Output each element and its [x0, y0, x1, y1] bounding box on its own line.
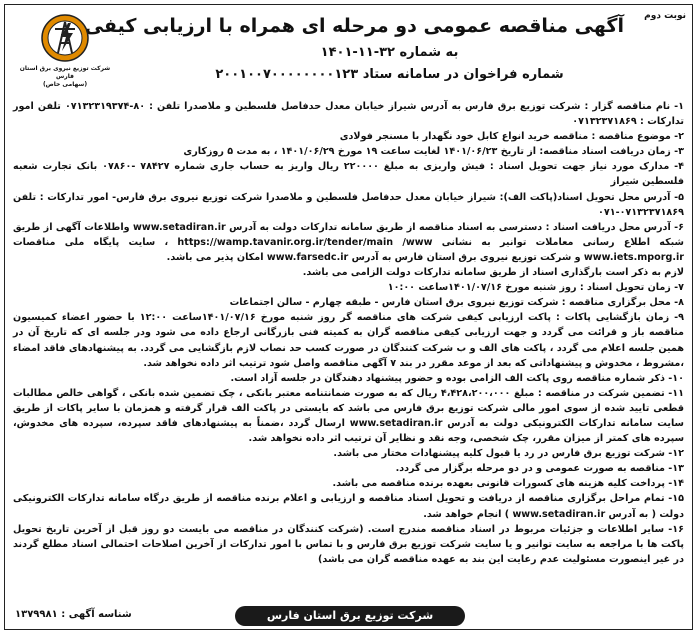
clause-6: ۶- آدرس محل دریافت اسناد : دسترسی به اسناد مناقصه از طریق سامانه تدارکات دولت به آدرس www.setadiran.ir واطلاعات آگهی از طریق شبکه اطلاع رسانی معاملات توانیر به نشانی https://wamp.tavanir.org.ir/tender/main /www ، سایت پایگاه ملی مناقصات www.iets.mporg.ir و شرکت توزیع نیروی برق استان فارس به آدرس www.farsedc.ir امکان پذیر می باشد. — [13, 221, 684, 263]
header — [5, 5, 694, 97]
clause-3: ۳- زمان دریافت اسناد مناقصه: از تاریخ ۱۴۰۱/۰۶/۲۳ لغایت ساعت ۱۹ مورخ ۱۴۰۱/۰۶/۲۹ ، به مدت ۵ روزکاری — [183, 146, 684, 158]
clause-16: ۱۶- سایر اطلاعات و جزئیات مربوط در اسناد مناقصه مندرج است. (شرکت کنندگان در مناقصه می بایست دو روز قبل از آخرین تاریخ تحویل پاکت ها با مراجعه به سایت توانیر و یا سایت شرکت توزیع برق فارس و با تماس با امور تدارکات از آخرین اصلاحات احتمالی اسناد مطلع گردند در غیر اینصورت مسئولیت عدم رعایت این بند به عهده مناقصه گران می باشد) — [13, 523, 684, 565]
advertisement-frame — [4, 4, 693, 630]
footer — [5, 606, 692, 628]
clause-13: ۱۳- مناقصه به صورت عمومی و در دو مرحله برگزار می گردد. — [395, 463, 684, 475]
clause-7: ۷- زمان تحویل اسناد : روز شنبه مورخ ۱۴۰۱/۰۷/۱۶ساعت ۱۰:۰۰ — [387, 282, 684, 294]
clause-15: ۱۵- تمام مراحل برگزاری مناقصه از دریافت و تحویل اسناد مناقصه و ارزیابی و اعلام برنده مناقصه از طریق درگاه سامانه تدارکات الکترونیکی دولت ( به آدرس www.setadiran.ir ) انجام خواهد شد. — [13, 493, 684, 520]
company-name-line: شرکت توزیع نیروی برق استان فارس — [19, 65, 111, 80]
company-type-line: (سهامی خاص) — [42, 81, 88, 88]
company-logo — [15, 13, 115, 88]
clause-6-note: لازم به ذکر است بارگذاری اسناد از طریق سامانه تدارکات دولت الزامی می باشد. — [302, 267, 684, 279]
ad-id: شناسه آگهی : ۱۳۷۹۹۸۱ — [15, 609, 132, 620]
clause-10: ۱۰- ذکر شماره مناقصه روی پاکت الف الزامی بوده و حضور پیشنهاد دهندگان در جلسه آزاد است. — [230, 372, 684, 384]
notice-round-label: نوبت دوم — [644, 11, 686, 21]
setad-call-number: شماره فراخوان در سامانه ستاد ۲۰۰۱۰۰۷۰۰۰۰۰۰۰۰۱۲۳ — [215, 67, 564, 82]
clause-9: ۹- زمان بازگشایی پاکات : پاکت ارزیابی کیفی شرکت های مناقصه گر روز شنبه مورخ ۱۴۰۱/۰۷/۱۶ساعت ۱۲:۰۰ با حضور اعضاء کمیسیون مناقصه باز و قرائت می گردد و جهت ارزیابی کیفی مناقصه گران به کمیته فنی بازرگانی ارجاع داده می شود ودر جلسه ای که تاریخ آن در همین جلسه اعلام می گردد ، پاکت های الف و ب شرکت کنندگان در صورت کسب حد نصاب لازم بازگشایی می گردد. به پیشنهادهای فاقد امضاء ،مشروط ، مخدوش و پیشنهاداتی که بعد از موعد مقرر در بند ۷ آگهی مناقصه واصل شود ترتیب اثر داده نخواهد شد. — [13, 312, 684, 369]
company-band: شرکت توزیع برق استان فارس — [235, 606, 465, 626]
company-name — [15, 65, 115, 89]
clause-12: ۱۲- شرکت توزیع برق فارس در رد یا قبول کلیه پیشنهادات مختار می باشد. — [333, 448, 684, 460]
clause-8: ۸- محل برگزاری مناقصه : شرکت توزیع نیروی برق استان فارس - طبقه چهارم - سالن اجتماعات — [229, 297, 684, 309]
tender-number: به شماره ۳۲-۱۱-۱۴۰۱ — [320, 45, 459, 60]
clause-5: ۵- آدرس محل تحویل اسناد(پاکت الف): شیراز خیابان معدل حدفاصل فلسطین و ملاصدرا شرکت توزیع نیروی برق فارس- امور تدارکات : تلفن ۰۷۱۳۲۳۷۱۸۶۹-۰۷۱ — [13, 191, 684, 218]
lightning-tower-logo-icon — [35, 13, 95, 63]
page-title: آگهی مناقصه عمومی دو مرحله ای همراه با ارزیابی کیفی — [84, 15, 624, 37]
clause-14: ۱۴- پرداخت کلیه هزینه های کسورات قانونی بعهده برنده مناقصه می باشد. — [332, 478, 684, 490]
clause-4: ۴- مدارک مورد نیاز جهت تحویل اسناد : فیش واریزی به مبلغ ۲۲۰۰۰۰ ریال واریز به حساب جاری شماره ۷۸۴۲۷ -۰۷۸۶۰ بانک تجارت شعبه فلسطین شیراز — [13, 161, 684, 188]
clause-1: ۱- نام مناقصه گزار : شرکت توزیع برق فارس به آدرس شیراز خیابان معدل حدفاصل فلسطین و ملاصدرا تلفن : ۸۰-۰۷۱۳۲۳۱۹۳۷۴ تلفن امور تدارکات : ۰۷۱۳۲۳۷۱۸۶۹ — [13, 101, 684, 128]
clause-11: ۱۱- تضمین شرکت در مناقصه : مبلغ ۴،۴۲۸،۲۰۰،۰۰۰ ریال که به صورت ضمانتنامه معتبر بانکی ، چک تضمین شده بانکی ، گواهی خالص مطالبات قطعی تایید شده از سوی امور مالی شرکت توزیع برق فارس می باشد که بایستی در پاکت الف قرار گرفته و همزمان با سایر پاکات از طریق سایت سامانه تدارکات الکترونیکی دولت به آدرس www.setadiran.ir ارسال گردد ،ضمناً به پیشنهادهای فاقد سپرده، سپرده های مخدوش، سپرده های کمتر از میزان مقرر، چک شخصی، وجه نقد و نظایر آن ترتیب اثر داده نخواهد شد. — [13, 387, 684, 445]
tender-body — [13, 99, 684, 567]
clause-2: ۲- موضوع مناقصه : مناقصه خرید انواع کابل خود نگهدار با مسنجر فولادی — [339, 131, 684, 143]
